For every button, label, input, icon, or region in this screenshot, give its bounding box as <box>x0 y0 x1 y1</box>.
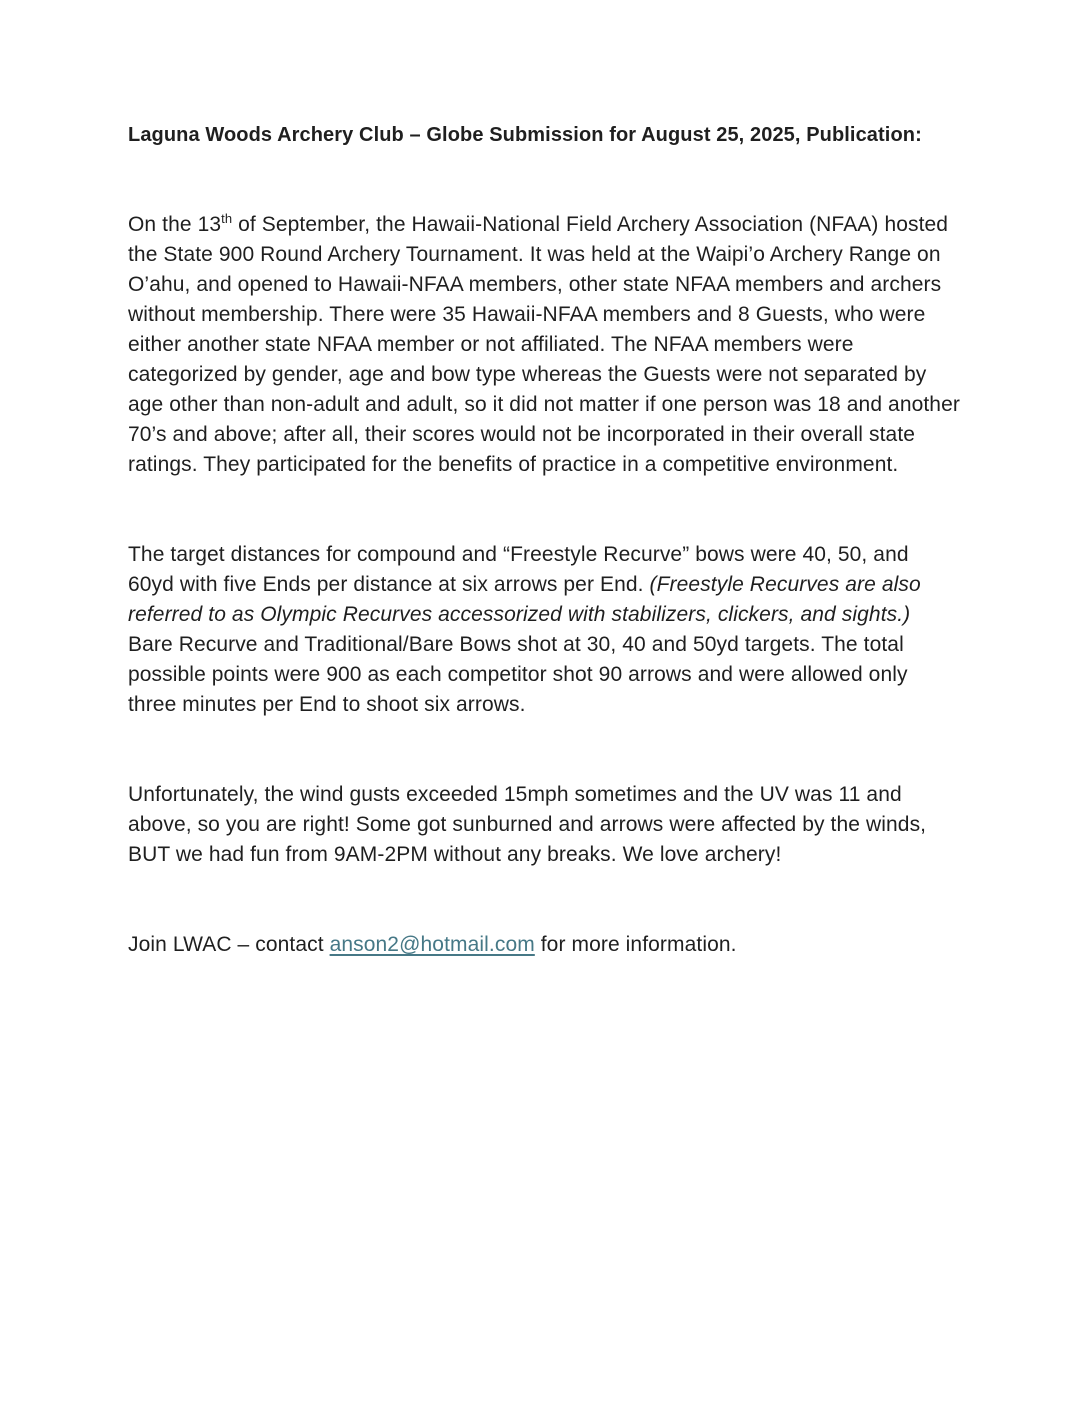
text-run: Join LWAC – contact <box>128 933 330 956</box>
document-body <box>128 210 960 960</box>
text-run: On the 13 <box>128 213 222 236</box>
paragraph <box>128 780 960 870</box>
paragraph <box>128 210 960 480</box>
text-run: of September, the Hawaii-National Field Archery Association (NFAA) hosted the State 900 Round Archery Tournament. It was held at the Waipi’o Archery Range on O’ahu, and opened to Hawaii-NFAA members, other state NFAA members and archers without membership. There were 35 Hawaii-NFAA members and 8 Guests, who were either another state NFAA member or not affiliated. The NFAA members were categorized by gender, age and bow type whereas the Guests were not separated by age other than non-adult and adult, so it did not matter if one person was 18 and another 70’s and above; after all, their scores would not be incorporated in their overall state ratings. They participated for the benefits of practice in a competitive environment. <box>128 213 960 476</box>
email-link[interactable]: anson2@hotmail.com <box>329 933 535 956</box>
text-run-italic: (Freestyle Recurves are also referred to as Olympic Recurves accessorized with stabilizers, clickers, and sights.) <box>128 573 921 626</box>
text-run: The target distances for compound and “Freestyle Recurve” bows were 40, 50, and 60yd with five Ends per distance at six arrows per End. <box>128 543 909 596</box>
text-run: Bare Recurve and Traditional/Bare Bows shot at 30, 40 and 50yd targets. The total possible points were 900 as each competitor shot 90 arrows and were allowed only three minutes per End to shoot six arrows. <box>128 633 908 716</box>
paragraph <box>128 540 960 720</box>
paragraph <box>128 930 960 960</box>
document-title: Laguna Woods Archery Club – Globe Submission for August 25, 2025, Publication: <box>128 124 922 146</box>
text-run-superscript: th <box>221 211 233 226</box>
text-run: for more information. <box>534 933 737 956</box>
text-run: Unfortunately, the wind gusts exceeded 15mph sometimes and the UV was 11 and above, so you are right! Some got sunburned and arrows were affected by the winds, BUT we had fun from 9AM-2PM without any breaks. We love archery! <box>128 783 927 866</box>
